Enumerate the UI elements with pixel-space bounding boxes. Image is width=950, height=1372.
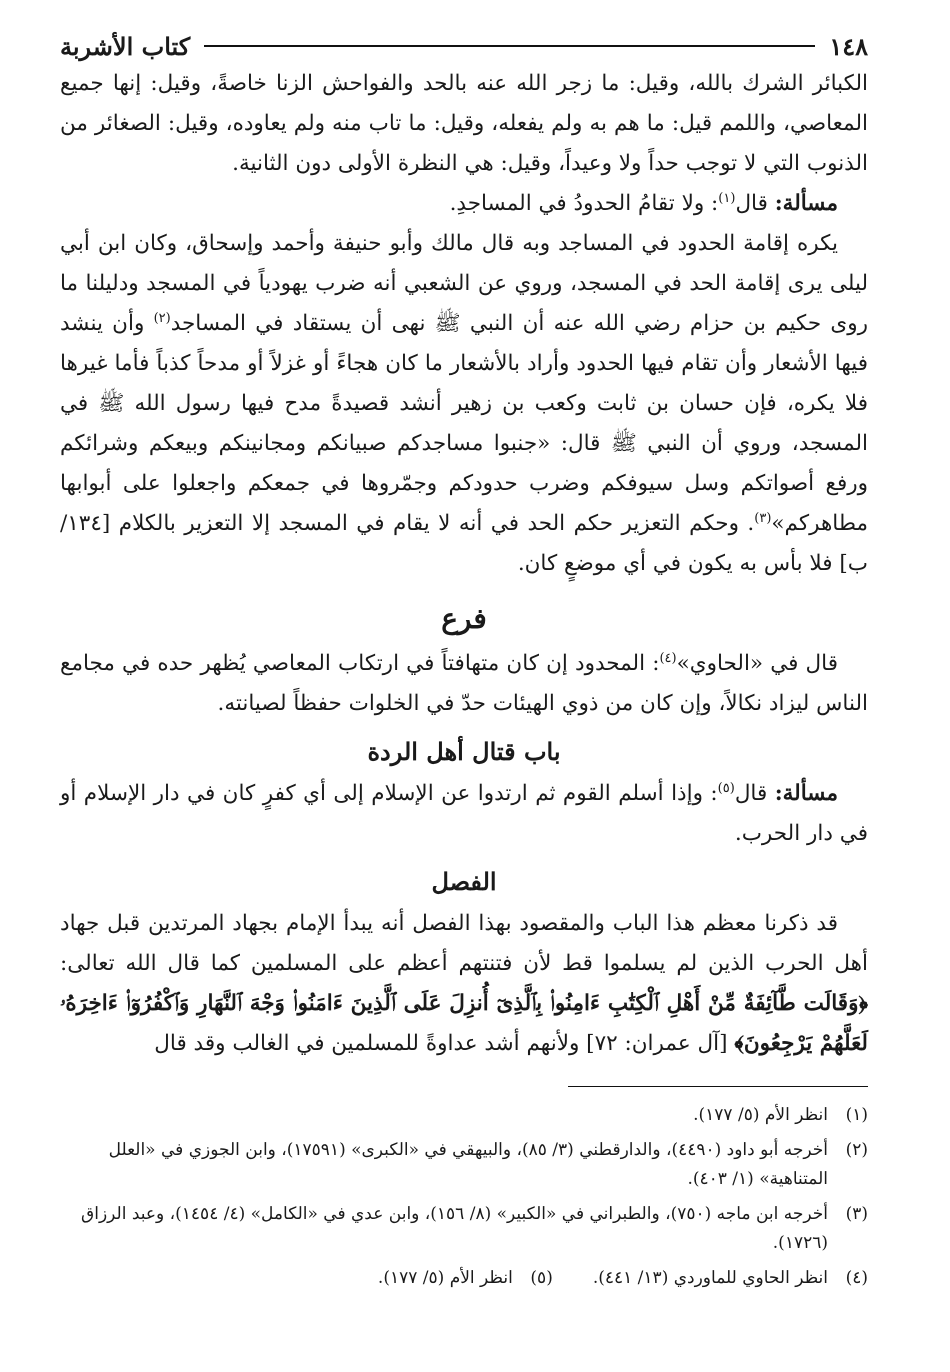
- footnote-3: [60, 1200, 868, 1258]
- masala-label: مسألة:: [774, 781, 838, 806]
- masala-1: [60, 184, 868, 224]
- paragraph-text: قال في «الحاوي»: [676, 651, 838, 676]
- section-heading-fasl: الفصل: [431, 867, 497, 896]
- footnote-spacer: [553, 1264, 593, 1293]
- header-rule: [204, 45, 815, 47]
- footnote-ref: (١): [718, 190, 736, 206]
- footnote-text: انظر الأم (٥/ ١٧٧).: [693, 1105, 828, 1125]
- document-page: [60, 28, 868, 1299]
- main-text: [60, 64, 868, 1064]
- footnotes: [60, 1101, 868, 1293]
- masala-label: مسألة:: [774, 191, 838, 216]
- footnote-text: انظر الأم (٥/ ١٧٧).: [377, 1268, 513, 1288]
- section-heading-far: فرع: [441, 602, 487, 635]
- footnote-number: (١): [845, 1105, 868, 1125]
- paragraph-3: [60, 644, 868, 724]
- footnote-number: (٤): [845, 1268, 868, 1288]
- footnote-text: انظر الحاوي للماوردي (١٣/ ٤٤١).: [592, 1268, 828, 1288]
- footnote-2: [60, 1136, 868, 1194]
- footnote-1: [60, 1101, 868, 1130]
- chapter-heading: باب قتال أهل الردة: [367, 737, 561, 766]
- paragraph-1: الكبائر الشرك بالله، وقيل: ما زجر الله عنه بالحد والفواحش الزنا خاصةً، وقيل: إنها جميع المعاصي، واللمم قيل: ما هم به ولم يفعله، وقيل: ما تاب منه ولم يعاوده، وقيل: الصغائر من الذنوب التي لا توجب حداً ولا وعيداً، وقيل: هي النظرة الأولى دون الثانية.: [60, 71, 868, 176]
- masala-2: [60, 774, 868, 854]
- paragraph-4: [60, 904, 868, 1064]
- footnote-number: (٢): [845, 1140, 868, 1160]
- masala-text: : وإذا أسلم القوم ثم ارتدوا عن الإسلام إلى أي كفرٍ كان في دار الإسلام أو في دار الحرب.: [60, 781, 868, 846]
- footnote-rule: [568, 1086, 868, 1087]
- page-header: [60, 28, 868, 64]
- paragraph-2: [60, 224, 868, 584]
- paragraph-text: [آل عمران: ٧٢] ولأنهم أشد عداوةً للمسلمين في الغالب وقد قال: [154, 1031, 735, 1056]
- footnote-text: أخرجه أبو داود (٤٤٩٠)، والدارقطني (٣/ ٨٥)، والبيهقي في «الكبرى» (١٧٥٩١)، وابن الجوزي في «العلل المتناهية» (١/ ٤٠٣).: [108, 1140, 828, 1189]
- masala-text: : ولا تقامُ الحدودُ في المساجدِ.: [449, 191, 719, 216]
- page-number: ١٤٨: [829, 31, 868, 61]
- footnote-number: (٥): [530, 1268, 553, 1288]
- footnote-ref: (٣): [754, 510, 772, 526]
- masala-text: قال: [734, 781, 768, 806]
- footnote-ref: (٢): [153, 310, 171, 326]
- paragraph-text: يكره إقامة الحدود في المساجد وبه قال مالك وأبو حنيفة وأحمد وإسحاق، وكان ابن أبي ليلى يرى إقامة الحد في المسجد، وروي عن الشعبي أنه ضرب يهودياً في المسجد ودليلنا ما روى حكيم بن حزام رضي الله عنه أن النبي ﷺ نهى أن يستقاد في المساجد: [60, 231, 868, 336]
- footnote-4-5: [60, 1264, 868, 1293]
- paragraph-text: قد ذكرنا معظم هذا الباب والمقصود بهذا الفصل أنه يبدأ الإمام بجهاد المرتدين قبل جهاد أهل الحرب الذين لم يسلموا قط لأن فتنتهم أعظم على المسلمين كما قال الله تعالى:: [60, 911, 868, 976]
- paragraph-text: . وحكم التعزير حكم الحد في أنه لا يقام في المسجد إلا التعزير بالكلام [١٣٤/ب] فلا بأس به يكون في أي موضعٍ كان.: [60, 511, 868, 576]
- footnote-ref: (٥): [717, 780, 735, 796]
- masala-text: قال: [735, 191, 768, 216]
- paragraph-text: وأن ينشد فيها الأشعار وأن تقام فيها الحدود وأراد بالأشعار ما كان هجاءً أو غزلاً أو مدحاً كذباً فأما غيرها فلا يكره، فإن حسان بن ثابت وكعب بن زهير أنشد قصيدةً مدح فيها رسول الله ﷺ في المسجد، وروي أن النبي ﷺ قال: «جنبوا مساجدكم صبيانكم ومجانينكم وبيعكم وشرائكم ورفع أصواتكم وسل سيوفكم وضرب حدودكم وجمّروها في جمعكم واجعلوا على أبوابها مطاهركم»: [60, 311, 868, 536]
- book-title: كتاب الأشربة: [60, 31, 191, 61]
- quran-verse: ﴿وَقَالَت طَّآئِفَةٌ مِّنْ أَهْلِ ٱلْكِتَٰبِ ءَامِنُوا۟ بِٱلَّذِىٓ أُنزِلَ عَلَى ٱلَّذِينَ ءَامَنُوا۟ وَجْهَ ٱلنَّهَارِ وَٱكْفُرُوٓا۟ ءَاخِرَهُۥ لَعَلَّهُمْ يَرْجِعُونَ﴾: [60, 991, 868, 1056]
- paragraph-text: : المحدود إن كان متهافتاً في ارتكاب المعاصي يُظهر حده في مجامع الناس ليزاد نكالاً، وإن كان من ذوي الهيئات حدّ في الخلوات حفظاً لصيانته.: [60, 651, 868, 716]
- footnote-number: (٣): [845, 1204, 868, 1224]
- footnote-text: أخرجه ابن ماجه (٧٥٠)، والطبراني في «الكبير» (٨/ ١٥٦)، وابن عدي في «الكامل» (٤/ ١٤٥٤)، وعبد الرزاق (١٧٢٦).: [81, 1204, 828, 1253]
- footnote-ref: (٤): [659, 650, 677, 666]
